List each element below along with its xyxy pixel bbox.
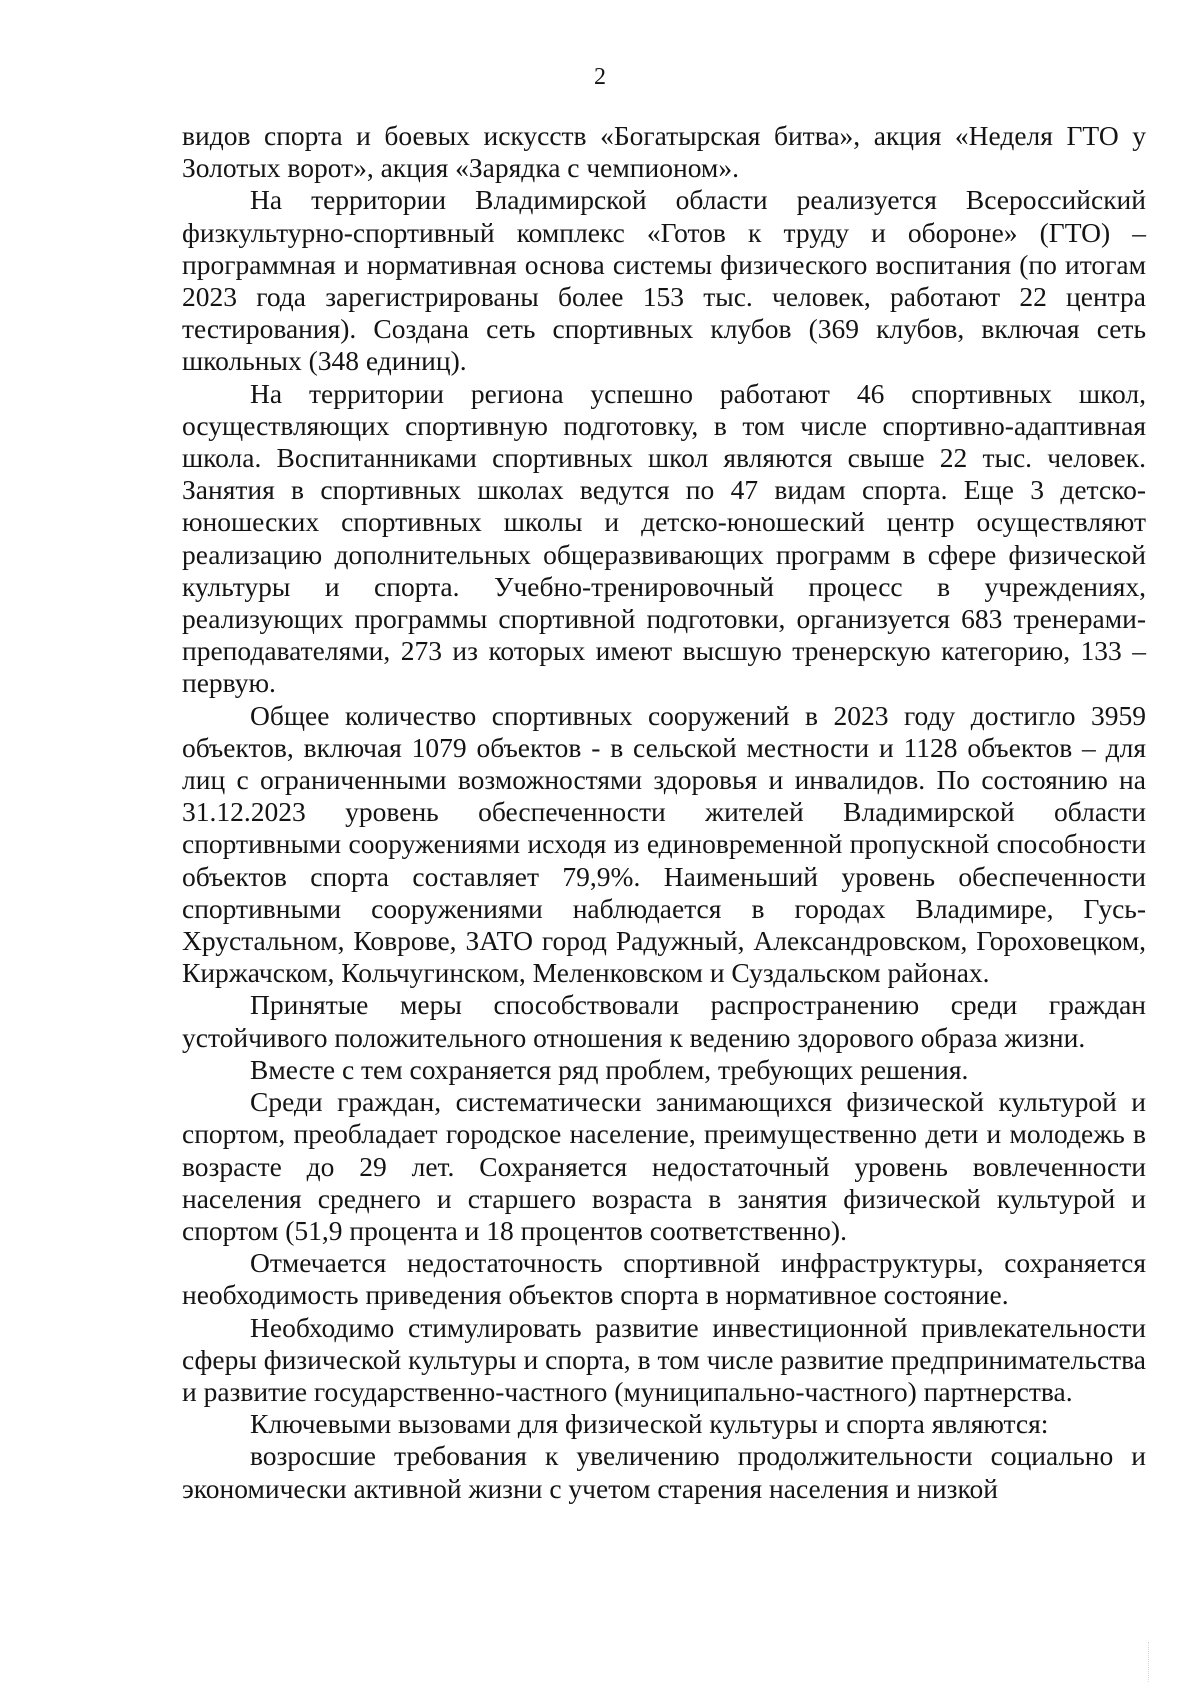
paragraph-7: Среди граждан, систематически занимающихся физической культурой и спортом, преобладает городское население, преимущественно дети и молодежь в возрасте до 29 лет. Сохраняется недостаточный уровень вовлеченности населения среднего и старшего возраста в занятия физической культурой и спортом (51,9 процента и 18 процентов соответственно). [182,1086,1146,1246]
paragraph-5: Принятые меры способствовали распространению среди граждан устойчивого положительного отношения к ведению здорового образа жизни. [182,989,1146,1053]
paragraph-4: Общее количество спортивных сооружений в 2023 году достигло 3959 объектов, включая 1079 объектов - в сельской местности и 1128 объектов – для лиц с ограниченными возможностями здоровья и инвалидов. По состоянию на 31.12.2023 уровень обеспеченности жителей Владимирской области спортивными сооружениями исходя из единовременной пропускной способности объектов спорта составляет 79,9%. Наименьший уровень обеспеченности спортивными сооружениями наблюдается в городах Владимире, Гусь-Хрустальном, Коврове, ЗАТО город Радужный, Александровском, Гороховецком, Киржачском, Кольчугинском, Меленковском и Суздальском районах. [182,699,1146,989]
paragraph-2: На территории Владимирской области реализуется Всероссийский физкультурно-спортивный комплекс «Готов к труду и обороне» (ГТО) – программная и нормативная основа системы физического воспитания (по итогам 2023 года зарегистрированы более 153 тыс. человек, работают 22 центра тестирования). Создана сеть спортивных клубов (369 клубов, включая сеть школьных (348 единиц). [182,184,1146,377]
page-number: 2 [594,64,606,90]
scan-artifact [1148,1642,1152,1682]
paragraph-10: Ключевыми вызовами для физической культуры и спорта являются: [250,1408,1049,1440]
paragraph-9: Необходимо стимулировать развитие инвестиционной привлекательности сферы физической культуры и спорта, в том числе развитие предпринимательства и развитие государственно-частного (муниципально-частного) партнерства. [182,1311,1146,1407]
paragraph-8: Отмечается недостаточность спортивной инфраструктуры, сохраняется необходимость приведения объектов спорта в нормативное состояние. [182,1247,1146,1311]
paragraph-3: На территории региона успешно работают 46 спортивных школ, осуществляющих спортивную подготовку, в том числе спортивно-адаптивная школа. Воспитанниками спортивных школ являются свыше 22 тыс. человек. Занятия в спортивных школах ведутся по 47 видам спорта. Еще 3 детско-юношеских спортивных школы и детско-юношеский центр осуществляют реализацию дополнительных общеразвивающих программ в сфере физической культуры и спорта. Учебно-тренировочный процесс в учреждениях, реализующих программы спортивной подготовки, организуется 683 тренерами-преподавателями, 273 из которых имеют высшую тренерскую категорию, 133 – первую. [182,377,1146,699]
paragraph-6: Вместе с тем сохраняется ряд проблем, требующих решения. [250,1053,969,1085]
document-body [182,120,1146,1505]
paragraph-1: видов спорта и боевых искусств «Богатырская битва», акция «Неделя ГТО у Золотых ворот», акция «Зарядка с чемпионом». [182,120,1146,184]
paragraph-11: возросшие требования к увеличению продолжительности социально и экономически активной жизни с учетом старения населения и низкой [182,1440,1146,1504]
